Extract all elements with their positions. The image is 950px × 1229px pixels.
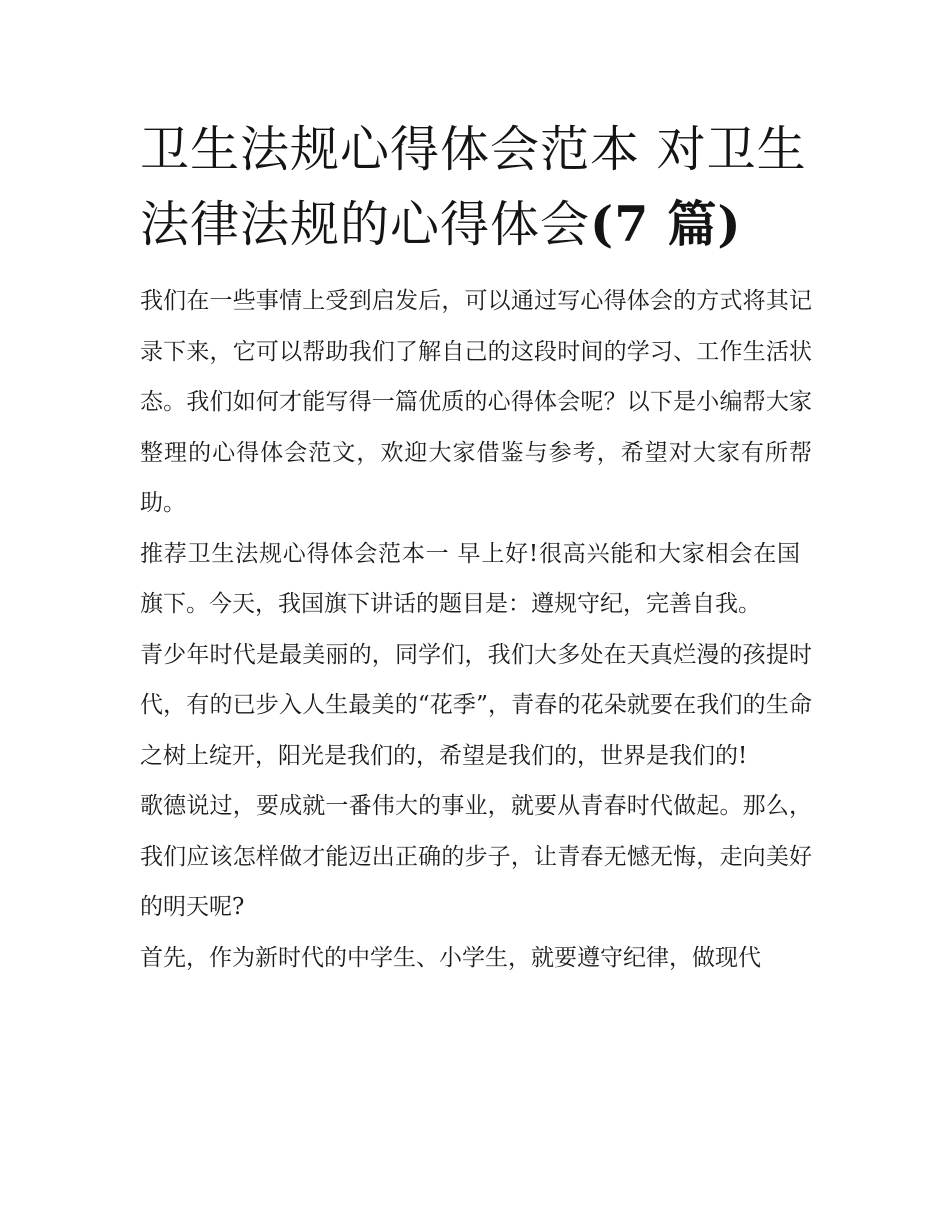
document-title: [140, 112, 812, 262]
paragraph-youth: 青少年时代是最美丽的，同学们，我们大多处在天真烂漫的孩提时代，有的已步入人生最美的“花季”，青春的花朵就要在我们的生命之树上绽开，阳光是我们的，希望是我们的，世界是我们的!: [140, 641, 812, 769]
paragraph-recommend-one: 推荐卫生法规心得体会范本一 早上好!很高兴能和大家相会在国旗下。今天，我国旗下讲话的题目是：遵规守纪，完善自我。: [140, 540, 800, 617]
document-page: [140, 112, 812, 983]
title-count: (7 篇): [590, 195, 742, 253]
title-main: 卫生法规心得体会范本 对卫生法律法规的心得体会: [140, 121, 807, 253]
paragraph-intro: 我们在一些事情上受到启发后，可以通过写心得体会的方式将其记录下来，它可以帮助我们了解自己的这段时间的学习、工作生活状态。我们如何才能写得一篇优质的心得体会呢？以下是小编帮大家整理的心得体会范文，欢迎大家借鉴与参考，希望对大家有所帮助。: [140, 288, 812, 516]
paragraph-first: 首先，作为新时代的中学生、小学生，就要遵守纪律，做现代: [140, 944, 761, 971]
paragraph-goethe: 歌德说过，要成就一番伟大的事业，就要从青春时代做起。那么，我们应该怎样做才能迈出正确的步子，让青春无憾无悔，走向美好的明天呢?: [140, 793, 812, 920]
